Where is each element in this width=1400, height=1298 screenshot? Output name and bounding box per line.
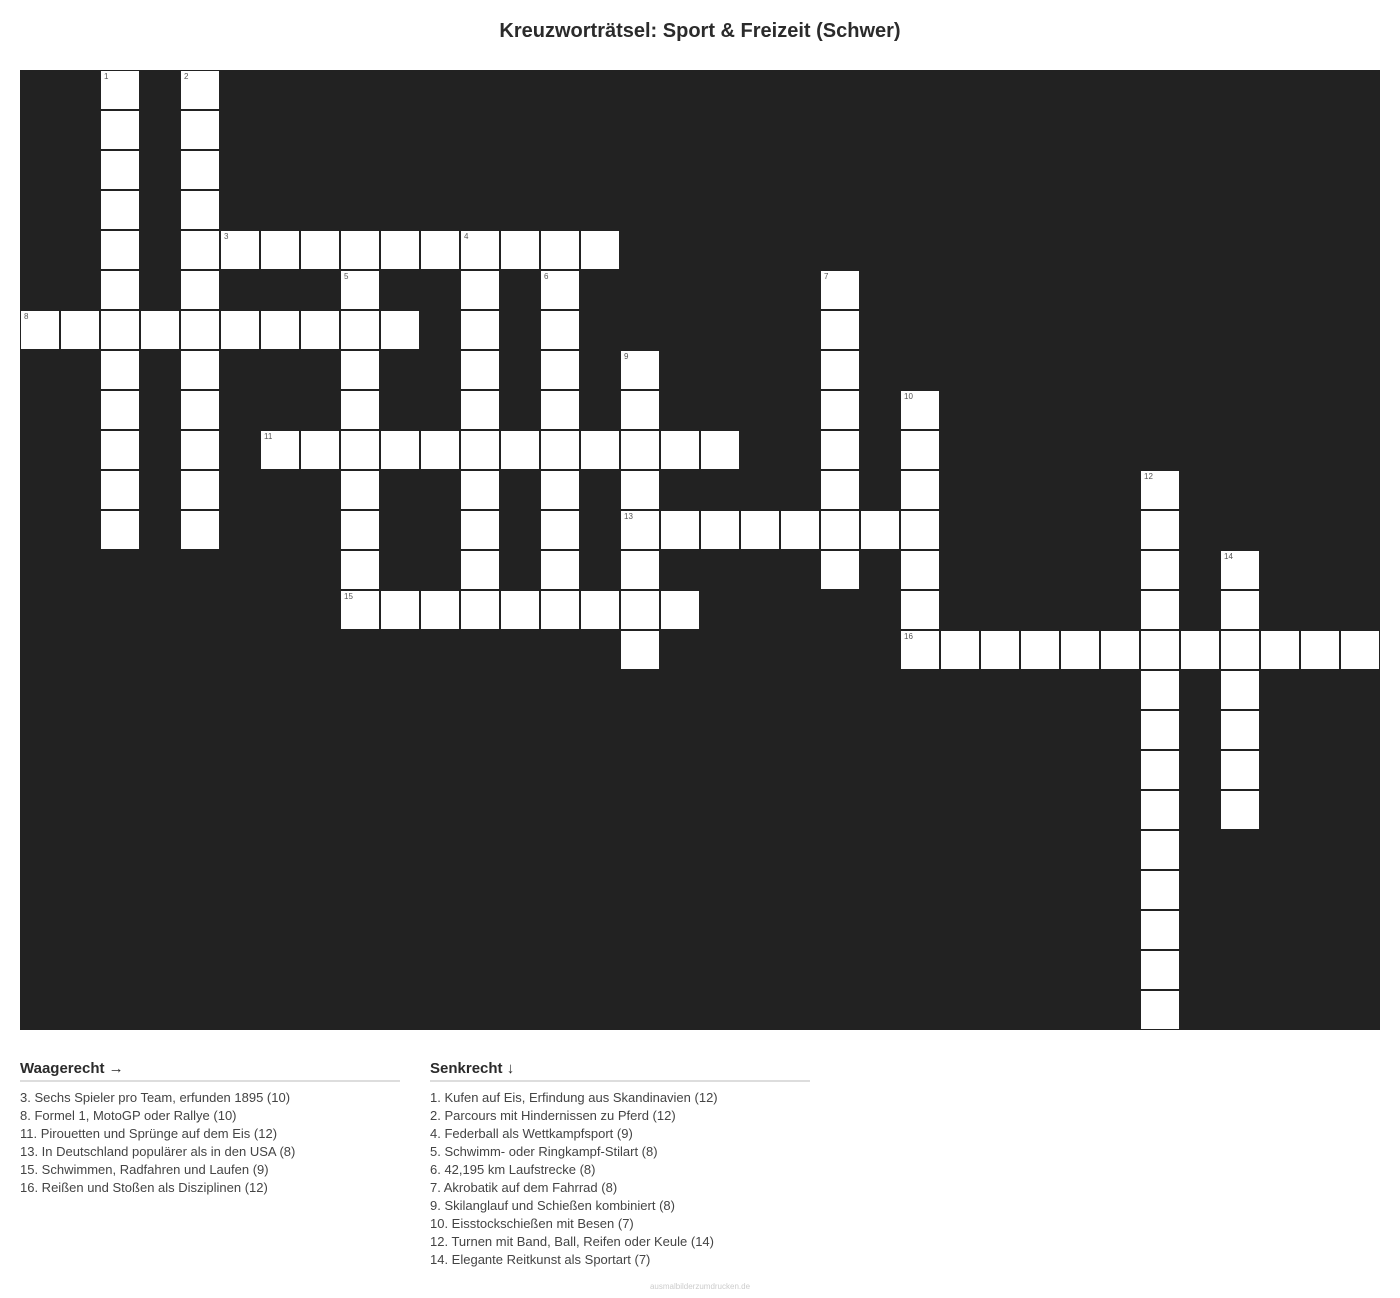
crossword-cell[interactable] xyxy=(100,270,140,310)
crossword-cell[interactable] xyxy=(740,510,780,550)
cell-number: 3 xyxy=(224,232,229,241)
crossword-cell[interactable] xyxy=(340,430,380,470)
crossword-cell[interactable] xyxy=(460,550,500,590)
crossword-cell[interactable] xyxy=(900,390,940,430)
crossword-cell[interactable] xyxy=(340,510,380,550)
crossword-cell[interactable] xyxy=(540,270,580,310)
crossword-cell[interactable] xyxy=(460,430,500,470)
cell-number: 13 xyxy=(624,512,633,521)
down-heading: Senkrecht ↓ xyxy=(430,1060,810,1082)
crossword-cell[interactable] xyxy=(180,310,220,350)
crossword-cell[interactable] xyxy=(1220,750,1260,790)
crossword-cell[interactable] xyxy=(620,590,660,630)
crossword-cell[interactable] xyxy=(420,590,460,630)
crossword-cell[interactable] xyxy=(1140,790,1180,830)
crossword-cell[interactable] xyxy=(900,550,940,590)
crossword-cell[interactable] xyxy=(540,430,580,470)
crossword-cell[interactable] xyxy=(380,430,420,470)
crossword-cell[interactable] xyxy=(180,350,220,390)
crossword-cell[interactable] xyxy=(340,350,380,390)
crossword-cell[interactable] xyxy=(620,430,660,470)
clue-across-13: 13. In Deutschland populärer als in den USA (8) xyxy=(20,1144,296,1159)
crossword-cell[interactable] xyxy=(620,510,660,550)
crossword-cell[interactable] xyxy=(580,590,620,630)
crossword-cell[interactable] xyxy=(500,430,540,470)
crossword-cell[interactable] xyxy=(620,350,660,390)
crossword-cell[interactable] xyxy=(340,550,380,590)
across-clue-list xyxy=(20,1089,400,1197)
crossword-cell[interactable] xyxy=(20,310,60,350)
crossword-cell[interactable] xyxy=(780,510,820,550)
crossword-cell[interactable] xyxy=(180,150,220,190)
crossword-cell[interactable] xyxy=(380,590,420,630)
crossword-cell[interactable] xyxy=(340,310,380,350)
crossword-cell[interactable] xyxy=(260,310,300,350)
crossword-cell[interactable] xyxy=(580,230,620,270)
crossword-cell[interactable] xyxy=(820,310,860,350)
crossword-cell[interactable] xyxy=(420,230,460,270)
crossword-cell[interactable] xyxy=(140,310,180,350)
crossword-cell[interactable] xyxy=(340,270,380,310)
crossword-cell[interactable] xyxy=(340,470,380,510)
crossword-cell[interactable] xyxy=(620,470,660,510)
crossword-cell[interactable] xyxy=(1140,550,1180,590)
crossword-cell[interactable] xyxy=(100,190,140,230)
crossword-cell[interactable] xyxy=(820,510,860,550)
crossword-cell[interactable] xyxy=(380,230,420,270)
crossword-cell[interactable] xyxy=(1220,630,1260,670)
clue-across-8: 8. Formel 1, MotoGP oder Rallye (10) xyxy=(20,1108,237,1123)
crossword-cell[interactable] xyxy=(820,270,860,310)
crossword-cell[interactable] xyxy=(100,310,140,350)
crossword-cell[interactable] xyxy=(900,430,940,470)
crossword-cell[interactable] xyxy=(100,350,140,390)
down-clue-list xyxy=(430,1089,810,1269)
crossword-cell[interactable] xyxy=(460,590,500,630)
clue-down-5: 5. Schwimm- oder Ringkampf-Stilart (8) xyxy=(430,1144,658,1159)
crossword-cell[interactable] xyxy=(1020,630,1060,670)
crossword-cell[interactable] xyxy=(580,430,620,470)
crossword-cell[interactable] xyxy=(100,230,140,270)
crossword-cell[interactable] xyxy=(860,510,900,550)
crossword-cell[interactable] xyxy=(460,230,500,270)
crossword-cell[interactable] xyxy=(1140,590,1180,630)
crossword-cell[interactable] xyxy=(1140,510,1180,550)
crossword-cell[interactable] xyxy=(1140,630,1180,670)
crossword-cell[interactable] xyxy=(500,590,540,630)
crossword-cell[interactable] xyxy=(460,470,500,510)
clue-down-2: 2. Parcours mit Hindernissen zu Pferd (12) xyxy=(430,1108,676,1123)
crossword-cell[interactable] xyxy=(1140,990,1180,1030)
crossword-cell[interactable] xyxy=(1140,870,1180,910)
crossword-cell[interactable] xyxy=(1220,790,1260,830)
crossword-cell[interactable] xyxy=(340,390,380,430)
clue-down-4: 4. Federball als Wettkampfsport (9) xyxy=(430,1126,633,1141)
cell-number: 10 xyxy=(904,392,913,401)
crossword-cell[interactable] xyxy=(1260,630,1300,670)
clue-down-7: 7. Akrobatik auf dem Fahrrad (8) xyxy=(430,1180,618,1195)
crossword-grid xyxy=(20,70,1380,1030)
crossword-cell[interactable] xyxy=(540,550,580,590)
crossword-cell[interactable] xyxy=(180,190,220,230)
crossword-cell[interactable] xyxy=(620,630,660,670)
crossword-cell[interactable] xyxy=(220,310,260,350)
crossword-cell[interactable] xyxy=(820,390,860,430)
crossword-cell[interactable] xyxy=(620,550,660,590)
cell-number: 9 xyxy=(624,352,629,361)
clue-across-3: 3. Sechs Spieler pro Team, erfunden 1895 (10) xyxy=(20,1090,291,1105)
crossword-cell[interactable] xyxy=(900,590,940,630)
crossword-cell[interactable] xyxy=(460,350,500,390)
crossword-cell[interactable] xyxy=(700,510,740,550)
clue-down-12: 12. Turnen mit Band, Ball, Reifen oder Keule (14) xyxy=(430,1234,714,1249)
clue-across-11: 11. Pirouetten und Sprünge auf dem Eis (12) xyxy=(20,1126,278,1141)
cell-number: 11 xyxy=(264,432,273,441)
crossword-cell[interactable] xyxy=(540,230,580,270)
footer-credit: ausmalbilderzumdrucken.de xyxy=(649,1282,751,1291)
crossword-cell[interactable] xyxy=(540,470,580,510)
crossword-cell[interactable] xyxy=(900,510,940,550)
clue-down-1: 1. Kufen auf Eis, Erfindung aus Skandinavien (12) xyxy=(430,1090,718,1105)
crossword-cell[interactable] xyxy=(660,430,700,470)
crossword-cell[interactable] xyxy=(540,510,580,550)
crossword-cell[interactable] xyxy=(340,590,380,630)
cell-number: 8 xyxy=(24,312,29,321)
crossword-cell[interactable] xyxy=(1060,630,1100,670)
crossword-cell[interactable] xyxy=(460,310,500,350)
cell-number: 16 xyxy=(904,632,913,641)
crossword-cell[interactable] xyxy=(60,310,100,350)
crossword-cell[interactable] xyxy=(460,510,500,550)
crossword-cell[interactable] xyxy=(700,430,740,470)
clue-down-10: 10. Eisstockschießen mit Besen (7) xyxy=(430,1216,634,1231)
crossword-cell[interactable] xyxy=(1140,710,1180,750)
across-clues-section xyxy=(20,1060,400,1197)
crossword-cell[interactable] xyxy=(300,310,340,350)
crossword-cell[interactable] xyxy=(180,510,220,550)
crossword-cell[interactable] xyxy=(100,430,140,470)
crossword-cell[interactable] xyxy=(420,430,460,470)
crossword-cell[interactable] xyxy=(620,390,660,430)
crossword-cell[interactable] xyxy=(540,310,580,350)
crossword-cell[interactable] xyxy=(1140,670,1180,710)
crossword-cell[interactable] xyxy=(1180,630,1220,670)
crossword-cell[interactable] xyxy=(1340,630,1380,670)
crossword-cell[interactable] xyxy=(1140,750,1180,790)
crossword-cell[interactable] xyxy=(540,590,580,630)
crossword-cell[interactable] xyxy=(300,430,340,470)
crossword-cell[interactable] xyxy=(180,470,220,510)
cell-number: 2 xyxy=(184,72,189,81)
crossword-cell[interactable] xyxy=(260,430,300,470)
crossword-cell[interactable] xyxy=(1140,470,1180,510)
crossword-cell[interactable] xyxy=(900,470,940,510)
crossword-cell[interactable] xyxy=(460,270,500,310)
crossword-cell[interactable] xyxy=(260,230,300,270)
crossword-cell[interactable] xyxy=(180,390,220,430)
crossword-cell[interactable] xyxy=(1140,950,1180,990)
across-heading: Waagerecht → xyxy=(20,1060,400,1082)
crossword-cell[interactable] xyxy=(660,510,700,550)
crossword-cell[interactable] xyxy=(180,430,220,470)
crossword-cell[interactable] xyxy=(980,630,1020,670)
crossword-cell[interactable] xyxy=(1300,630,1340,670)
crossword-cell[interactable] xyxy=(180,110,220,150)
crossword-cell[interactable] xyxy=(500,230,540,270)
cell-number: 14 xyxy=(1224,552,1233,561)
crossword-cell[interactable] xyxy=(100,70,140,110)
crossword-cell[interactable] xyxy=(1140,910,1180,950)
crossword-cell[interactable] xyxy=(540,390,580,430)
clue-across-15: 15. Schwimmen, Radfahren und Laufen (9) xyxy=(20,1162,269,1177)
crossword-cell[interactable] xyxy=(1220,670,1260,710)
crossword-cell[interactable] xyxy=(660,590,700,630)
crossword-cell[interactable] xyxy=(100,110,140,150)
crossword-cell[interactable] xyxy=(940,630,980,670)
clue-down-6: 6. 42,195 km Laufstrecke (8) xyxy=(430,1162,596,1177)
cell-number: 6 xyxy=(544,272,549,281)
crossword-cell[interactable] xyxy=(180,70,220,110)
crossword-cell[interactable] xyxy=(460,390,500,430)
crossword-cell[interactable] xyxy=(1220,550,1260,590)
cell-number: 4 xyxy=(464,232,469,241)
cell-number: 12 xyxy=(1144,472,1153,481)
crossword-cell[interactable] xyxy=(180,230,220,270)
crossword-cell[interactable] xyxy=(380,310,420,350)
clue-across-16: 16. Reißen und Stoßen als Disziplinen (12) xyxy=(20,1180,268,1195)
page-title: Kreuzworträtsel: Sport & Freizeit (Schwer) xyxy=(499,20,901,42)
crossword-cell[interactable] xyxy=(340,230,380,270)
crossword-cell[interactable] xyxy=(100,390,140,430)
cell-number: 5 xyxy=(344,272,349,281)
crossword-cell[interactable] xyxy=(100,470,140,510)
crossword-cell[interactable] xyxy=(220,230,260,270)
crossword-cell[interactable] xyxy=(100,510,140,550)
crossword-cell[interactable] xyxy=(1140,830,1180,870)
crossword-cell[interactable] xyxy=(1220,590,1260,630)
crossword-cell[interactable] xyxy=(1100,630,1140,670)
crossword-cell[interactable] xyxy=(180,270,220,310)
clue-down-9: 9. Skilanglauf und Schießen kombiniert (8) xyxy=(430,1198,675,1213)
crossword-cell[interactable] xyxy=(820,550,860,590)
crossword-cell[interactable] xyxy=(900,630,940,670)
crossword-cell[interactable] xyxy=(1220,710,1260,750)
down-clues-section xyxy=(430,1060,810,1269)
crossword-cell[interactable] xyxy=(100,150,140,190)
cell-number: 1 xyxy=(104,72,109,81)
clue-down-14: 14. Elegante Reitkunst als Sportart (7) xyxy=(430,1252,651,1267)
cell-number: 15 xyxy=(344,592,353,601)
crossword-cell[interactable] xyxy=(540,350,580,390)
crossword-cell[interactable] xyxy=(300,230,340,270)
crossword-cell[interactable] xyxy=(820,470,860,510)
crossword-cell[interactable] xyxy=(820,350,860,390)
cell-number: 7 xyxy=(824,272,829,281)
crossword-cell[interactable] xyxy=(820,430,860,470)
